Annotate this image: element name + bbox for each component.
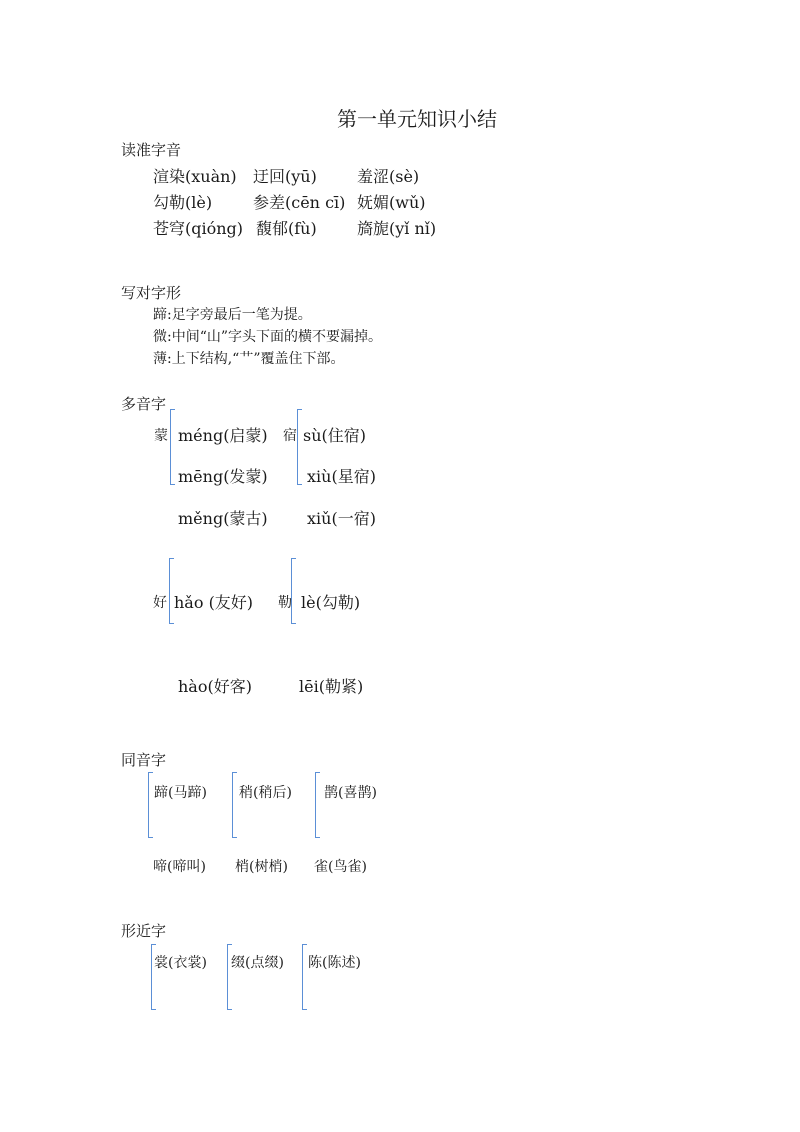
pronunciation-item: 妩媚(wǔ) [357,193,426,212]
polyphonic-reading: mēng(发蒙) [178,467,268,486]
polyphonic-reading: méng(启蒙) [178,426,268,445]
similar-item: 陈(陈述) [308,955,361,971]
homophone-item: 鹊(喜鹊) [324,785,377,801]
polyphonic-reading: lēi(勒紧) [299,677,364,696]
bracket [232,772,239,838]
pronunciation-item: 馥郁(fù) [256,219,317,238]
bracket [297,409,304,485]
polyphonic-reading: hào(好客) [178,677,252,696]
bracket [291,558,298,624]
bracket [170,409,177,485]
pronunciation-item: 羞涩(sè) [357,167,420,186]
homophone-item: 稍(稍后) [239,785,292,801]
section-heading-polyphonic: 多音字 [121,395,167,413]
bracket [315,772,322,838]
bracket [151,944,158,1010]
pronunciation-item: 旖旎(yǐ nǐ) [357,219,437,238]
pronunciation-item: 苍穹(qióng) [153,219,244,238]
section-heading-homophones: 同音字 [121,751,167,769]
writing-note: 微:中间“山”字头下面的横不要漏掉。 [153,329,383,345]
polyphonic-char: 好 [153,595,167,611]
similar-item: 缀(点缀) [231,955,284,971]
polyphonic-reading: měng(蒙古) [178,509,268,528]
homophone-item: 蹄(马蹄) [154,785,207,801]
polyphonic-reading: xiǔ(一宿) [307,509,376,528]
bracket [148,772,155,838]
bracket [169,558,176,624]
bracket [227,944,234,1010]
homophone-item: 啼(啼叫) [153,859,206,875]
polyphonic-reading: xiù(星宿) [307,467,376,486]
polyphonic-char: 蒙 [154,428,168,444]
pronunciation-item: 渲染(xuàn) [153,167,237,186]
homophone-item: 雀(鸟雀) [314,859,367,875]
bracket [302,944,309,1010]
pronunciation-item: 勾勒(lè) [153,193,213,212]
pronunciation-item: 参差(cēn cī) [253,193,346,212]
writing-note: 蹄:足字旁最后一笔为提。 [153,307,312,323]
section-heading-pronunciation: 读准字音 [121,141,182,159]
writing-note: 薄:上下结构,“艹”覆盖住下部。 [153,351,345,367]
similar-item: 裳(衣裳) [154,955,207,971]
polyphonic-char: 勒 [278,595,292,611]
polyphonic-reading: sù(住宿) [303,426,367,445]
section-heading-writing: 写对字形 [121,284,182,302]
pronunciation-item: 迂回(yū) [253,167,317,186]
polyphonic-reading: lè(勾勒) [301,593,361,612]
polyphonic-reading: hǎo (友好) [174,593,254,612]
page-title: 第一单元知识小结 [337,107,497,131]
homophone-item: 梢(树梢) [235,859,288,875]
section-heading-similar: 形近字 [121,922,167,940]
polyphonic-char: 宿 [283,428,297,444]
